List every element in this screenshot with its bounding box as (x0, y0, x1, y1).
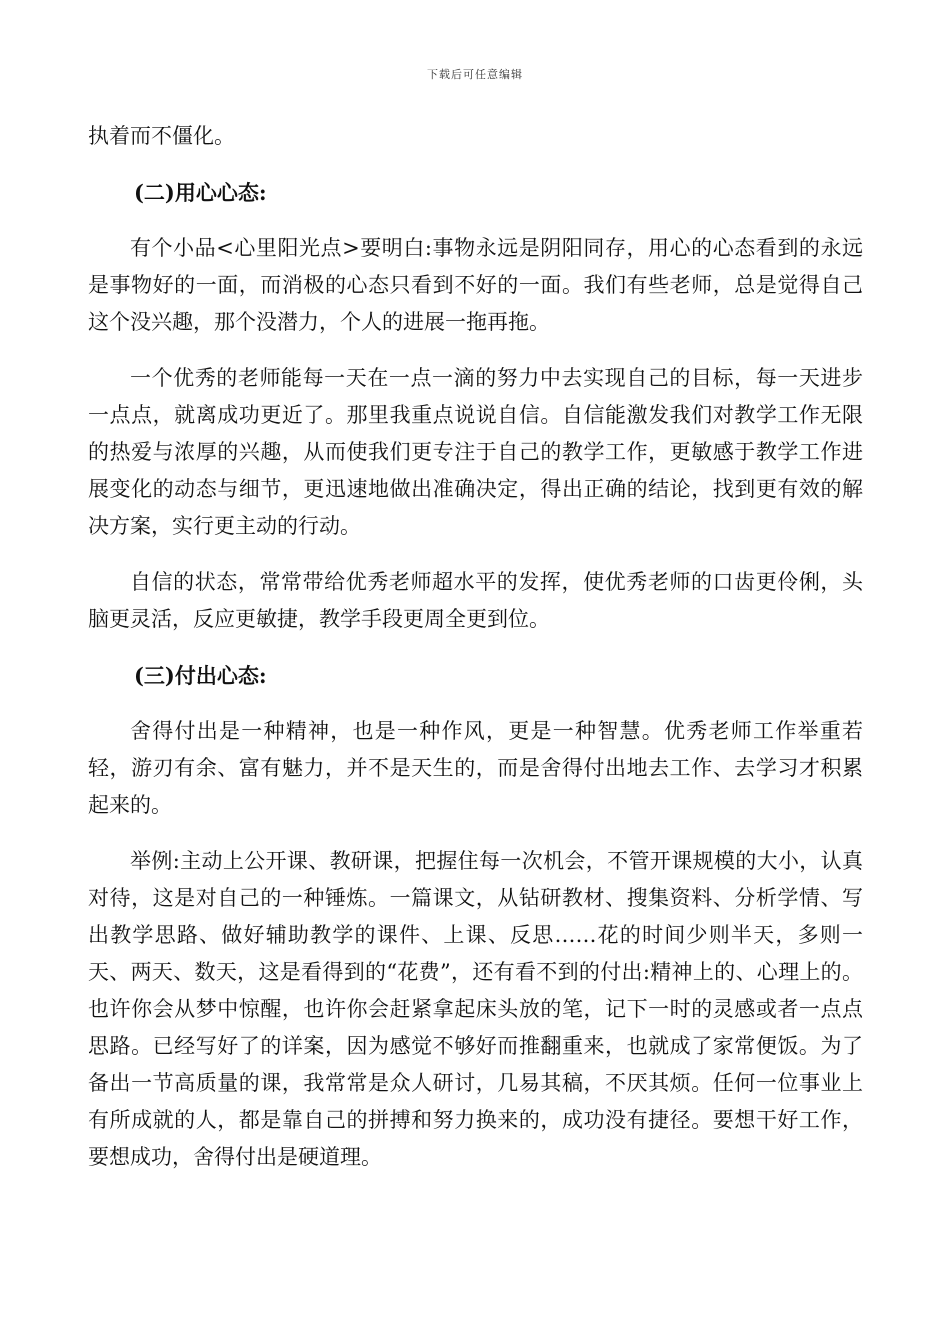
section-heading-3: (三)付出心态: (134, 663, 267, 688)
paragraph: 舍得付出是一种精神，也是一种作风，更是一种智慧。优秀老师工作举重若轻，游刃有余、富有魅力，并不是天生的，而是舍得付出地去工作、去学习才积累起来的。 (88, 719, 863, 817)
paragraph: 自信的状态，常常带给优秀老师超水平的发挥，使优秀老师的口齿更伶俐，头脑更灵活，反应更敏捷，教学手段更周全更到位。 (88, 570, 863, 631)
paragraph-continuation: 执着而不僵化。 (88, 124, 235, 148)
document-body (88, 118, 863, 1176)
paragraph: 一个优秀的老师能每一天在一点一滴的努力中去实现自己的目标，每一天进步一点点，就离成功更近了。那里我重点说说自信。自信能激发我们对教学工作无限的热爱与浓厚的兴趣，从而使我们更专注于自己的教学工作，更敏感于教学工作进展变化的动态与细节，更迅速地做出准确决定，得出正确的结论，找到更有效的解决方案，实行更主动的行动。 (88, 366, 863, 538)
section-heading-2: (二)用心心态: (134, 180, 267, 205)
page-header: 下载后可任意编辑 (427, 68, 523, 81)
paragraph: 有个小品<心里阳光点>要明白:事物永远是阴阳同存，用心的心态看到的永远是事物好的一面，而消极的心态只看到不好的一面。我们有些老师，总是觉得自己这个没兴趣，那个没潜力，个人的进展一拖再拖。 (88, 236, 863, 334)
paragraph: 举例:主动上公开课、教研课，把握住每一次机会，不管开课规模的大小，认真对待，这是对自己的一种锤炼。一篇课文，从钻研教材、搜集资料、分析学情、写出教学思路、做好辅助教学的课件、上课、反思……花的时间少则半天，多则一天、两天、数天，这是看得到的“花费”，还有看不到的付出:精神上的、心理上的。也许你会从梦中惊醒，也许你会赶紧拿起床头放的笔，记下一时的灵感或者一点点思路。已经写好了的详案，因为感觉不够好而推翻重来，也就成了家常便饭。为了备出一节高质量的课，我常常是众人研讨，几易其稿，不厌其烦。任何一位事业上有所成就的人，都是靠自己的拼搏和努力换来的，成功没有捷径。要想干好工作，要想成功，舍得付出是硬道理。 (88, 849, 863, 1169)
